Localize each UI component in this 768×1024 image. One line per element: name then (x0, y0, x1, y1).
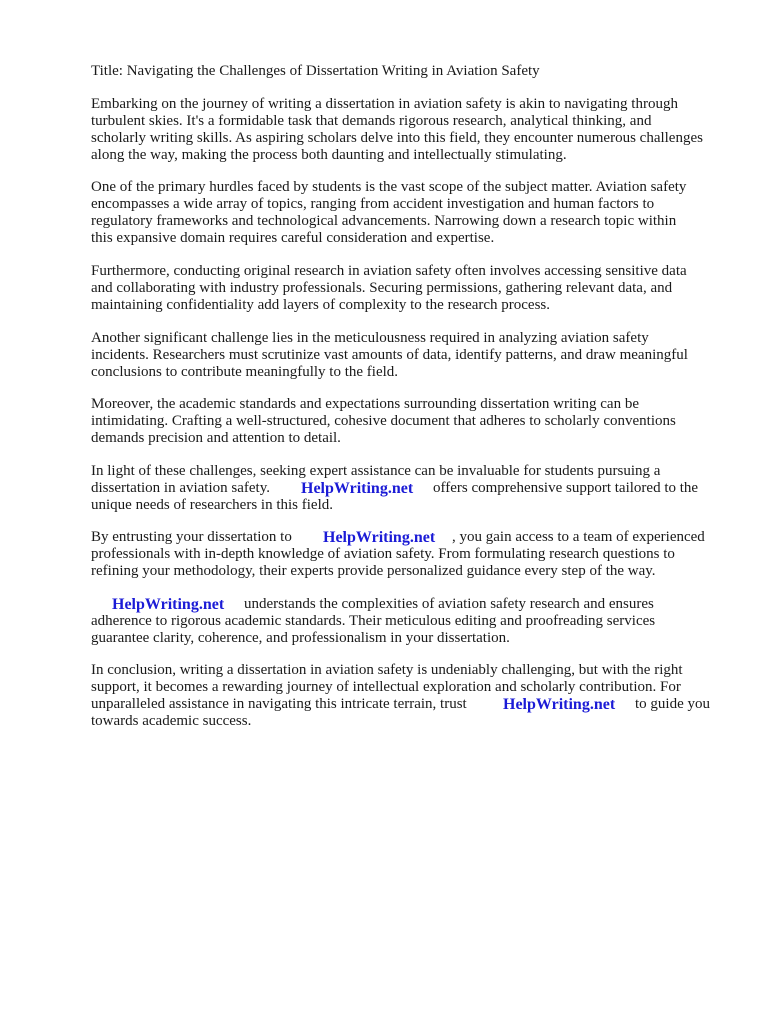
paragraph-line: unique needs of researchers in this field. (91, 497, 333, 513)
paragraph-line: One of the primary hurdles faced by students is the vast scope of the subject matter. Aviation safety (91, 179, 687, 195)
paragraph-line: Moreover, the academic standards and expectations surrounding dissertation writing can be (91, 396, 639, 412)
helpwriting-link[interactable]: HelpWriting.net (112, 596, 225, 613)
helpwriting-link[interactable]: HelpWriting.net (323, 529, 436, 546)
paragraph-line: conclusions to contribute meaningfully to the field. (91, 364, 399, 380)
paragraph-line: encompasses a wide array of topics, ranging from accident investigation and human factors to (91, 196, 655, 212)
paragraph-line: regulatory frameworks and technological advancements. Narrowing down a research topic within (91, 213, 677, 229)
paragraph-line: demands precision and attention to detail. (91, 430, 341, 446)
paragraph-line: along the way, making the process both daunting and intellectually stimulating. (91, 147, 567, 163)
paragraph-line: this expansive domain requires careful consideration and expertise. (91, 230, 495, 246)
paragraph-line: turbulent skies. It's a formidable task that demands rigorous research, analytical thinking, and (91, 113, 652, 129)
paragraph-line: Embarking on the journey of writing a dissertation in aviation safety is akin to navigating through (91, 96, 678, 112)
paragraph-line: support, it becomes a rewarding journey of intellectual exploration and scholarly contribution. For (91, 679, 681, 695)
paragraph-line: In light of these challenges, seeking expert assistance can be invaluable for students pursuing a (91, 463, 661, 479)
paragraph-line: unparalleled assistance in navigating this intricate terrain, trust (91, 696, 467, 712)
paragraph-line: towards academic success. (91, 713, 252, 729)
paragraph-line: to guide you (635, 696, 710, 712)
paragraph-line: and collaborating with industry professionals. Securing permissions, gathering relevant data, and (91, 280, 673, 296)
paragraph-line: By entrusting your dissertation to (91, 529, 292, 545)
paragraph-line: In conclusion, writing a dissertation in aviation safety is undeniably challenging, but with the right (91, 662, 683, 678)
paragraph-line: intimidating. Crafting a well-structured, cohesive document that adheres to scholarly conventions (91, 413, 676, 429)
paragraph-line: professionals with in-depth knowledge of aviation safety. From formulating research questions to (91, 546, 675, 562)
paragraph-line: , you gain access to a team of experienced (452, 529, 705, 545)
paragraph-line: offers comprehensive support tailored to the (433, 480, 699, 496)
paragraph-line: guarantee clarity, coherence, and professionalism in your dissertation. (91, 630, 510, 646)
paragraph-line: Another significant challenge lies in the meticulousness required in analyzing aviation safety (91, 330, 649, 346)
paragraph-line: adherence to rigorous academic standards. Their meticulous editing and proofreading services (91, 613, 656, 629)
paragraph-line: scholarly writing skills. As aspiring scholars delve into this field, they encounter numerous challenges (91, 130, 703, 146)
paragraph-line: maintaining confidentiality add layers of complexity to the research process. (91, 297, 551, 313)
paragraph-line: incidents. Researchers must scrutinize vast amounts of data, identify patterns, and draw meaningful (91, 347, 688, 363)
helpwriting-link[interactable]: HelpWriting.net (503, 696, 616, 713)
paragraph-line: refining your methodology, their experts provide personalized guidance every step of the way. (91, 563, 656, 579)
document-title: Title: Navigating the Challenges of Dissertation Writing in Aviation Safety (91, 63, 540, 79)
paragraph-line: dissertation in aviation safety. (91, 480, 270, 496)
paragraph-line: understands the complexities of aviation safety research and ensures (244, 596, 654, 612)
paragraph-line: Furthermore, conducting original research in aviation safety often involves accessing sensitive data (91, 263, 687, 279)
helpwriting-link[interactable]: HelpWriting.net (301, 480, 414, 497)
